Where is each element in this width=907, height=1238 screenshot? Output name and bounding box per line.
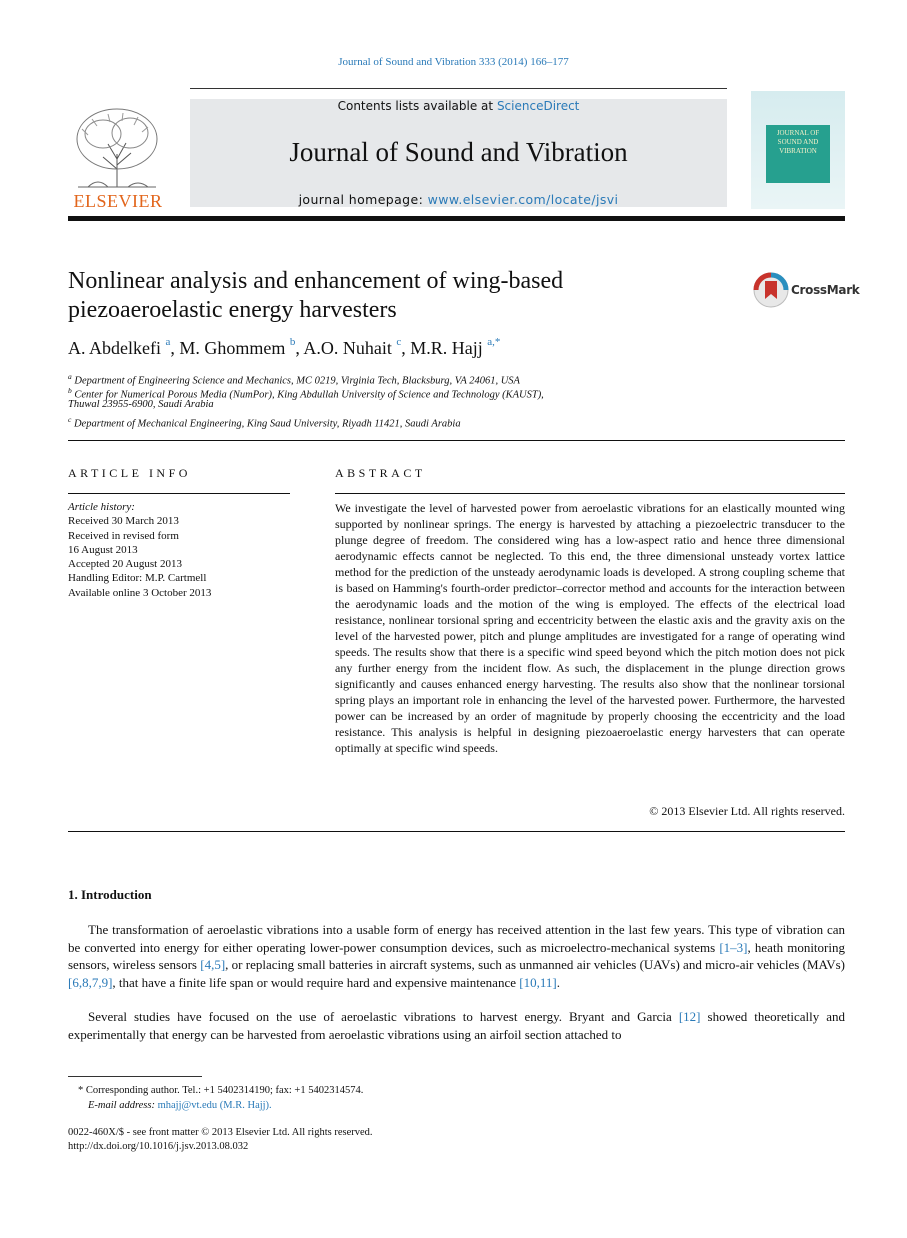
history-online: Available online 3 October 2013 [68, 586, 212, 599]
author-affiliation-link[interactable]: a [165, 336, 171, 348]
header-top-rule [190, 88, 727, 89]
article-history [68, 500, 211, 600]
citation-link[interactable]: [12] [678, 1009, 701, 1024]
affiliation-b: $^b$ Center for Numerical Porous Media (NumPor), King Abdullah University of Science and Technology (KAUST), [68, 386, 544, 401]
affiliation-b-cont: Thuwal 23955-6900, Saudi Arabia [68, 399, 214, 410]
history-editor: Handling Editor: M.P. Cartmell [68, 572, 207, 585]
doi-link[interactable]: http://dx.doi.org/10.1016/j.jsv.2013.08.032 [68, 1141, 249, 1152]
header-thick-rule [68, 216, 845, 221]
paragraph-text: , heath monitoring sensors, wireless sensors [68, 939, 845, 972]
homepage-link[interactable]: www.elsevier.com/locate/jsvi [427, 192, 619, 207]
title-line-1: Nonlinear analysis and enhancement of wing-based [68, 268, 564, 294]
crossmark-label[interactable]: CrossMark [791, 283, 860, 297]
divider-rule [68, 440, 845, 441]
front-matter-note: 0022-460X/$ - see front matter © 2013 Elsevier Ltd. All rights reserved. [68, 1127, 373, 1138]
citation-link[interactable]: [6,8,7,9] [68, 974, 113, 990]
author-separator: , [401, 338, 411, 358]
title-line-2: piezoaeroelastic energy harvesters [68, 297, 397, 323]
article-info-heading: ARTICLE INFO [68, 466, 191, 480]
abstract-bottom-rule [68, 831, 845, 832]
sciencedirect-link[interactable]: ScienceDirect [496, 99, 580, 113]
intro-paragraph-2 [68, 1008, 845, 1043]
author-separator: , [170, 338, 180, 358]
paragraph-text: , or replacing small batteries in aircraft systems, such as unmanned air vehicles (UAVs) and micro-air vehicles (MAVs) [225, 957, 845, 972]
history-revised: Received in revised form [68, 529, 179, 542]
paragraph-text: Several studies have focused on the use of aeroelastic vibrations to harvest energy. Bryant and Garcia [88, 1009, 679, 1024]
journal-citation-link[interactable]: Journal of Sound and Vibration 333 (2014) 166–177 [338, 56, 569, 68]
affiliation-c: $^c$ Department of Mechanical Engineering, King Saud University, Riyadh 11421, Saudi Arabia [68, 415, 461, 430]
author-affiliation-link[interactable]: c [396, 336, 402, 348]
history-label: Article history: [68, 501, 135, 513]
email-link[interactable]: mhajj@vt.edu (M.R. Hajj). [157, 1100, 272, 1111]
article-title [68, 267, 708, 325]
email-line [88, 1098, 272, 1113]
citation-link[interactable]: [4,5] [200, 957, 226, 972]
citation-link[interactable]: [1–3] [719, 939, 748, 955]
contents-prefix: Contents lists available at [337, 99, 497, 113]
abstract-rule [335, 493, 845, 494]
email-label: E-mail address: [88, 1100, 158, 1111]
author-name: A. Abdelkefi [68, 338, 161, 358]
author-list [68, 338, 500, 359]
intro-heading: 1. Introduction [68, 887, 152, 902]
history-accepted: Accepted 20 August 2013 [68, 558, 182, 571]
paragraph-text: . [556, 974, 560, 990]
author-name: A.O. Nuhait [303, 338, 392, 358]
paragraph-text: showed theoretically and experimentally that energy can be harvested from aeroelastic vibrations using an airfoil section attached to [68, 1009, 845, 1042]
history-received: Received 30 March 2013 [68, 515, 179, 528]
homepage-line [190, 192, 727, 207]
abstract-text: We investigate the level of harvested power from aeroelastic vibrations for an elastically mounted wing supported by nonlinear springs. The energy is harvested by attaching a piezoelectric transducer to the plunge degree of freedom. The considered wing has a low-aspect ratio and hence three dimensional aerodynamic effects cannot be neglected. To this end, the three dimensional unsteady vortex lattice method for the prediction of the unsteady aerodynamic loads is developed. A strong coupling scheme that is based on Hamming's fourth-order predictor–corrector method and accounts for the interaction between the aerodynamic loads and the motion of the wing is employed. The effects of the electrical load resistance, nonlinear torsional spring and eccentricity between the elastic axis and the gravity axis on the level of the harvested power, pitch and plunge amplitudes are investigated for a range of operating wind speeds. The results show that there is a specific wind speed beyond which the pitch motion does not pick any further energy from the incident flow. As such, the displacement in the plunge direction grows significantly and causes enhanced energy harvesting. The results also show that the nonlinear torsional spring plays an important role in enhancing the level of the harvested power. Furthermore, the harvested power can be increased by an order of magnitude by properly choosing the eccentricity and the load resistance. This analysis is helpful in designing piezoaeroelastic energy harvesters that can operate optimally at specific wind speeds. [335, 501, 845, 755]
author-name: M.R. Hajj [410, 338, 483, 358]
intro-paragraph-1 [68, 921, 845, 991]
elsevier-wordmark: ELSEVIER [73, 191, 163, 211]
homepage-prefix: journal homepage: [298, 192, 428, 207]
paragraph-text: , that have a finite life span or would require hard and expensive maintenance [112, 974, 520, 990]
journal-title: Journal of Sound and Vibration [289, 137, 628, 167]
history-revised-date: 16 August 2013 [68, 543, 138, 556]
article-info-rule [68, 493, 290, 494]
author-name: M. Ghommem [179, 338, 286, 358]
cover-title: JOURNAL OF SOUND AND VIBRATION [766, 125, 830, 183]
affiliation-a: $^a$ Department of Engineering Science and Mechanics, MC 0219, Virginia Tech, Blacksburg, VA 24061, USA [68, 372, 520, 387]
paragraph-text: The transformation of aeroelastic vibrations into a usable form of energy has received attention in the last few years. This type of vibration can be converted into energy for either operating lower-power consumption devices, such as microelectro-mechanical systems [68, 922, 845, 955]
contents-line [190, 99, 727, 113]
author-affiliation-link[interactable]: b [289, 336, 296, 348]
abstract-copyright: © 2013 Elsevier Ltd. All rights reserved. [649, 804, 845, 818]
author-affiliation-link[interactable]: a,* [487, 336, 501, 348]
citation-link[interactable]: [10,11] [519, 974, 557, 990]
corresponding-author-note: * Corresponding author. Tel.: +1 5402314190; fax: +1 5402314574. [78, 1085, 364, 1096]
abstract-heading: ABSTRACT [335, 466, 426, 480]
footnote-rule [68, 1076, 202, 1077]
author-separator: , [295, 338, 304, 358]
